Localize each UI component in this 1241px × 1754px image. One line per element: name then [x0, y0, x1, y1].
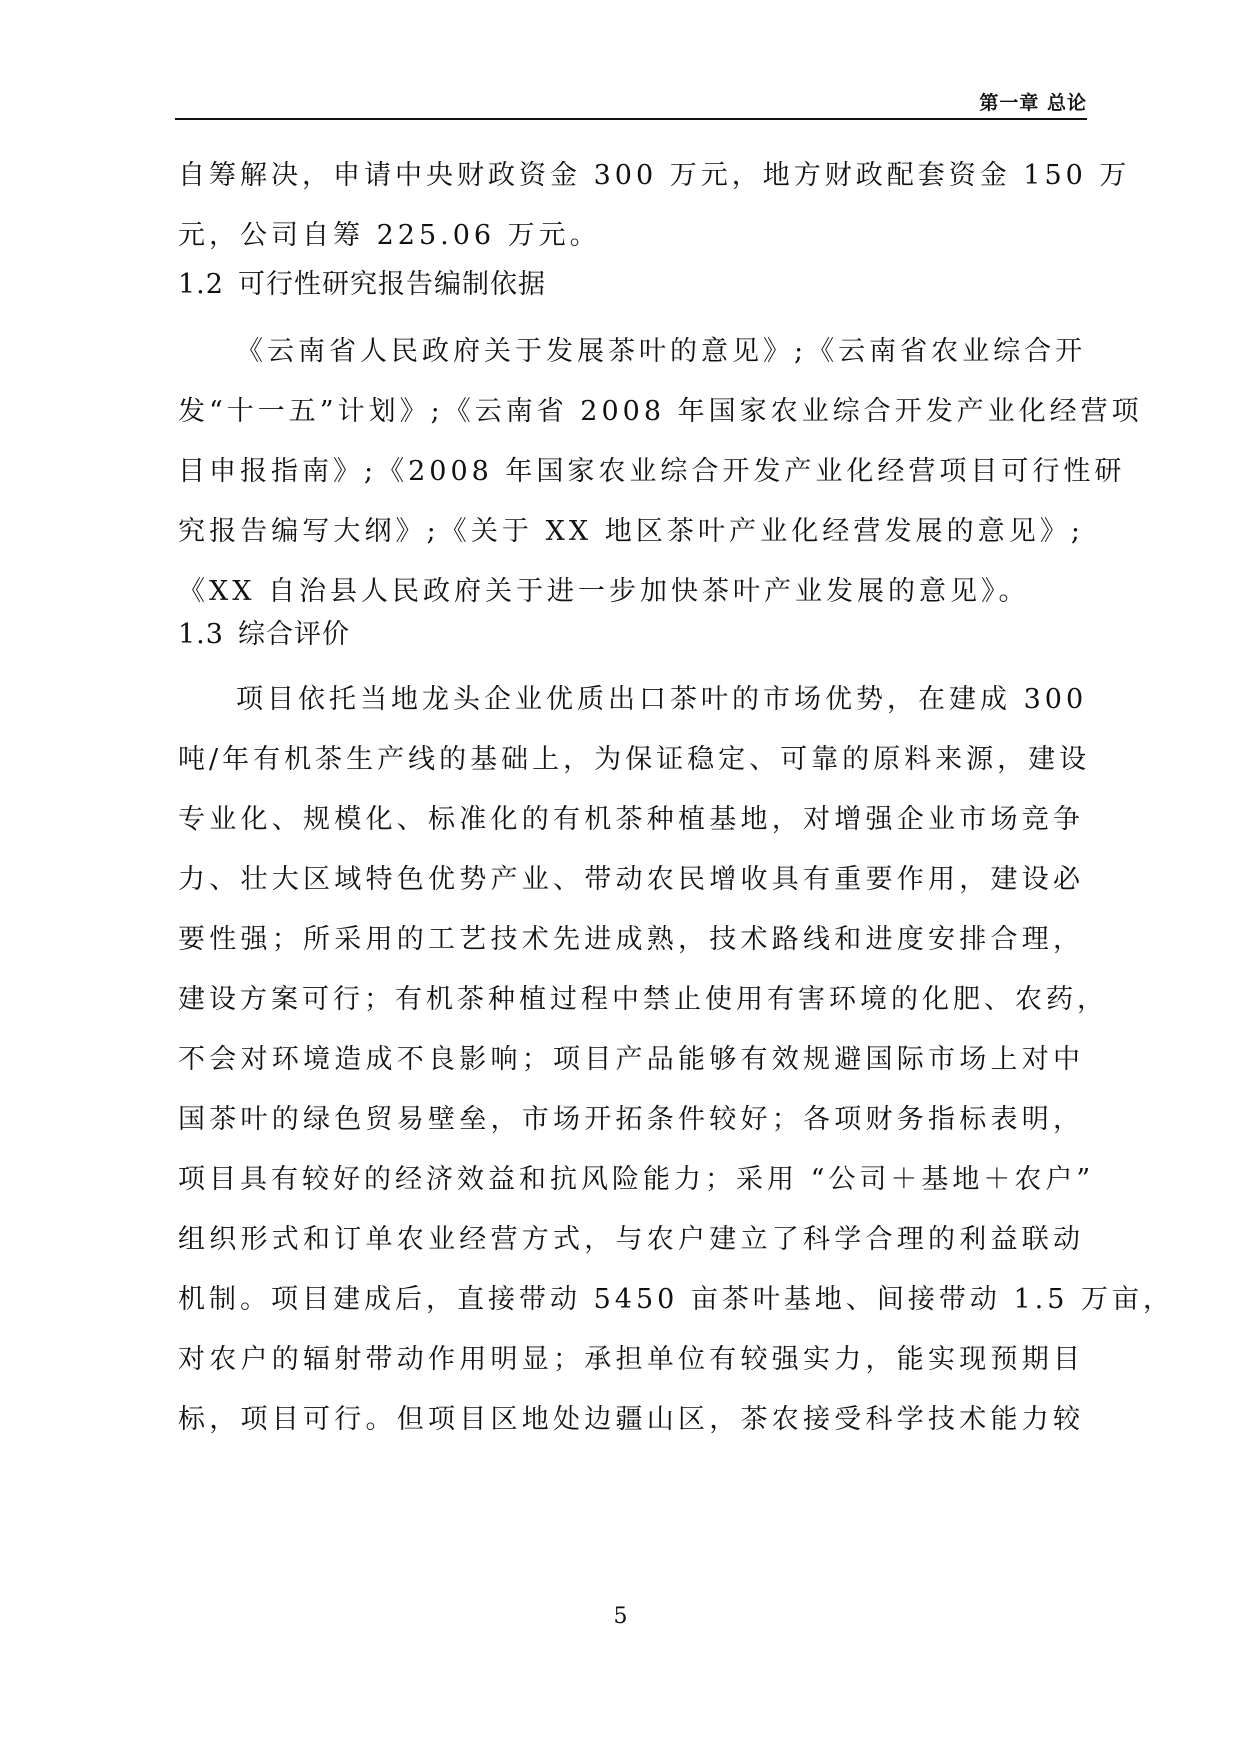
section-heading-1-2: [178, 262, 546, 301]
text-line: 项目具有较好的经济效益和抗风险能力；采用 “公司＋基地＋农户”: [178, 1164, 1095, 1195]
page-header: [175, 88, 1087, 120]
text-line: 《云南省人民政府关于发展茶叶的意见》;《云南省农业综合开: [236, 336, 1087, 367]
text-line: 组织形式和订单农业经营方式，与农户建立了科学合理的利益联动: [178, 1224, 1084, 1255]
section-number: 1.3: [178, 619, 224, 650]
text-line: 元，公司自筹 225.06 万元。: [178, 220, 601, 251]
text-line: 标，项目可行。但项目区地处边疆山区，茶农接受科学技术能力较: [178, 1404, 1084, 1435]
text-line: 对农户的辐射带动作用明显；承担单位有较强实力，能实现预期目: [178, 1344, 1084, 1375]
paragraph-basis: [178, 322, 1143, 622]
text-line: 力、壮大区域特色优势产业、带动农民增收具有重要作用，建设必: [178, 864, 1084, 895]
page-number: 5: [613, 1604, 628, 1629]
text-line: 专业化、规模化、标准化的有机茶种植基地，对增强企业市场竞争: [178, 804, 1084, 835]
text-line: 目申报指南》;《2008 年国家农业综合开发产业化经营项目可行性研: [178, 456, 1126, 487]
text-line: 国茶叶的绿色贸易壁垒，市场开拓条件较好；各项财务指标表明，: [178, 1104, 1084, 1135]
text-line: 不会对环境造成不良影响；项目产品能够有效规避国际市场上对中: [178, 1044, 1084, 1075]
text-line: 自筹解决，申请中央财政资金 300 万元，地方财政配套资金 150 万: [178, 160, 1131, 191]
paragraph-evaluation: [178, 670, 1174, 1450]
text-line: 机制。项目建成后，直接带动 5450 亩茶叶基地、间接带动 1.5 万亩，: [178, 1284, 1174, 1315]
section-number: 1.2: [178, 269, 224, 300]
text-line: 发“十一五”计划》;《云南省 2008 年国家农业综合开发产业化经营项: [178, 396, 1143, 427]
paragraph-funding: [178, 146, 1131, 266]
text-line: 项目依托当地龙头企业优质出口茶叶的市场优势，在建成 300: [236, 684, 1088, 715]
chapter-title: 第一章 总论: [979, 92, 1087, 114]
section-title: 可行性研究报告编制依据: [237, 269, 546, 300]
section-title: 综合评价: [237, 619, 350, 650]
section-heading-1-3: [178, 612, 350, 651]
text-line: 建设方案可行；有机茶种植过程中禁止使用有害环境的化肥、农药，: [178, 984, 1108, 1015]
text-line: 《XX 自治县人民政府关于进一步加快茶叶产业发展的意见》。: [178, 576, 1030, 607]
text-line: 吨/年有机茶生产线的基础上，为保证稳定、可靠的原料来源，建设: [178, 744, 1091, 775]
text-line: 究报告编写大纲》;《关于 XX 地区茶叶产业化经营发展的意见》;: [178, 516, 1084, 547]
text-line: 要性强；所采用的工艺技术先进成熟，技术路线和进度安排合理，: [178, 924, 1084, 955]
